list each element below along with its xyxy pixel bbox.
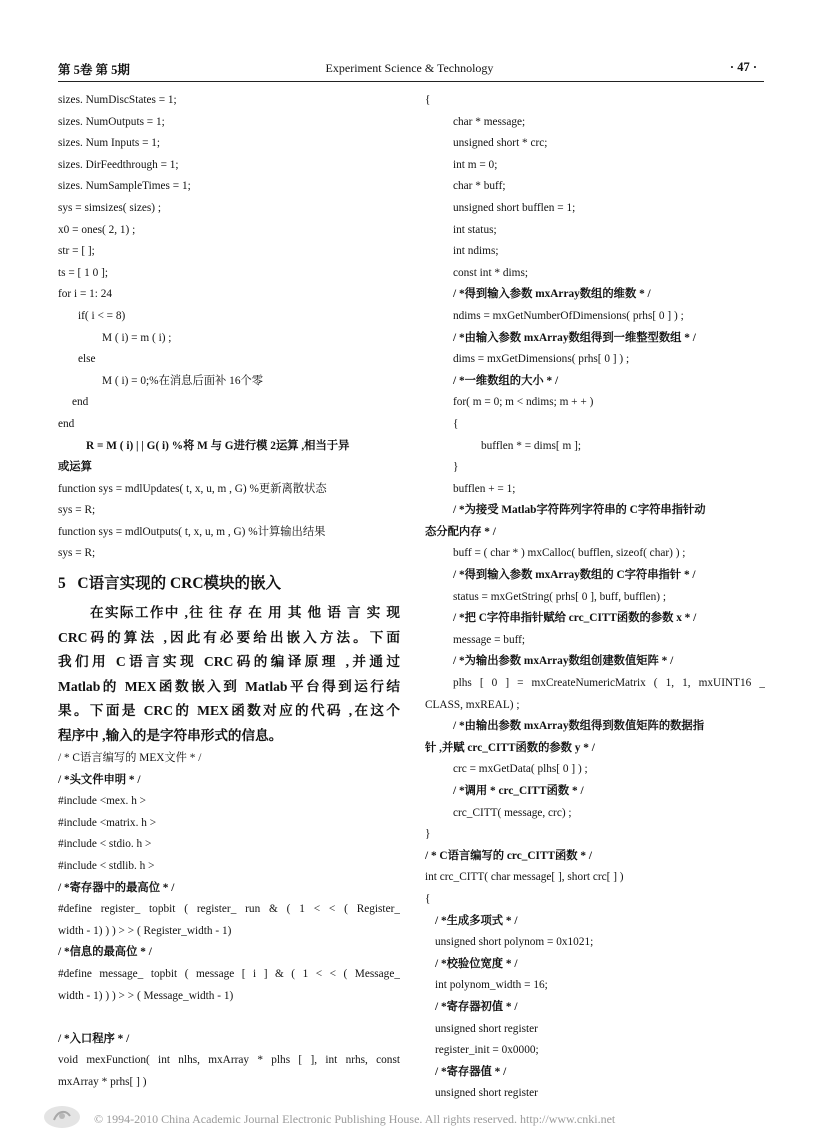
code-line: sys = R; <box>58 547 96 560</box>
code-line: bufflen * = dims[ m ]; <box>481 439 581 452</box>
right-column <box>425 90 765 1105</box>
code-line: / *为输出参数 mxArray数组创建数值矩阵 * / <box>453 655 674 668</box>
code-line: CLASS, mxREAL) ; <box>425 698 520 711</box>
code-line: M ( i) = m ( i) ; <box>102 331 172 344</box>
code-line: #include <mex. h > <box>58 795 147 808</box>
code-line: for i = 1: 24 <box>58 288 113 301</box>
code-line: end <box>58 417 75 430</box>
code-line: end <box>72 396 89 409</box>
code-line: #define register_ topbit ( register_ run & ( 1 < < ( Register_ <box>58 903 400 916</box>
code-line: / *由输出参数 mxArray数组得到数值矩阵的数据指 <box>453 720 705 733</box>
code-line: / *寄存器中的最高位 * / <box>58 881 175 894</box>
code-line: x0 = ones( 2, 1) ; <box>58 223 136 236</box>
code-line: const int * dims; <box>453 266 529 279</box>
cnki-logo-icon <box>42 1104 82 1130</box>
paragraph-line: 在实际工作中 ,往 往 存 在 用 其 他 语 言 实 现 <box>90 605 400 621</box>
paragraph-line: 果。下面是 CRC的 MEX函数对应的代码 ,在这个 <box>58 703 400 719</box>
code-line: unsigned short bufflen = 1; <box>453 201 576 214</box>
code-line: unsigned short * crc; <box>453 137 548 150</box>
code-line: { <box>425 94 431 106</box>
body-paragraph <box>58 601 400 748</box>
code-line: #include < stdlib. h > <box>58 860 155 873</box>
code-line: / *校验位宽度 * / <box>435 957 518 970</box>
code-line: char * message; <box>453 115 526 128</box>
code-line: if( i < = 8) <box>78 309 126 322</box>
code-line: / *调用 * crc_CITT函数 * / <box>453 785 584 797</box>
code-line: for( m = 0; m < ndims; m + + ) <box>453 396 594 409</box>
code-line: status = mxGetString( prhs[ 0 ], buff, bufflen) ; <box>453 590 667 603</box>
code-line: function sys = mdlUpdates( t, x, u, m , G) %更新离散状态 <box>58 482 327 495</box>
code-line: sys = simsizes( sizes) ; <box>58 201 162 214</box>
code-line: width - 1) ) ) > > ( Message_width - 1) <box>58 989 234 1002</box>
code-line: { <box>453 417 459 430</box>
paragraph-line: 我们用 C语言实现 CRC码的编译原理 ,并通过 <box>58 654 400 670</box>
code-line: / *得到输入参数 mxArray数组的维数 * / <box>453 288 651 301</box>
code-line: sizes. DirFeedthrough = 1; <box>58 158 179 171</box>
code-line: / * C语言编写的 crc_CITT函数 * / <box>425 849 593 862</box>
code-line: / *寄存器值 * / <box>435 1065 507 1078</box>
code-line: sizes. Num Inputs = 1; <box>58 137 161 150</box>
journal-issue: 第 5卷 第 5期 <box>58 63 130 77</box>
code-line: { <box>425 892 431 905</box>
code-line: bufflen + = 1; <box>453 482 516 495</box>
code-line: crc = mxGetData( plhs[ 0 ] ) ; <box>453 763 588 776</box>
code-line: int crc_CITT( char message[ ], short crc[ ] ) <box>425 871 624 884</box>
code-line: / *一维数组的大小 * / <box>453 374 559 387</box>
code-line: sizes. NumDiscStates = 1; <box>58 94 177 106</box>
code-line: sizes. NumSampleTimes = 1; <box>58 180 191 193</box>
paragraph-line: 程序中 ,输入的是字符串形式的信息。 <box>58 727 283 743</box>
code-line: buff = ( char * ) mxCalloc( bufflen, sizeof( char) ) ; <box>453 547 686 560</box>
code-line: void mexFunction( int nlhs, mxArray * plhs [ ], int nrhs, const <box>58 1054 400 1067</box>
code-line: R = M ( i) | | G( i) %将 M 与 G进行模 2运算 ,相当于异 <box>86 439 350 452</box>
paragraph-line: Matlab的 MEX函数嵌入到 Matlab平台得到运行结 <box>58 678 400 694</box>
left-column <box>58 90 400 1094</box>
code-line: int m = 0; <box>453 158 498 171</box>
section-title: C语言实现的 CRC模块的嵌入 <box>77 575 282 593</box>
code-line: int polynom_width = 16; <box>435 979 548 992</box>
paragraph-line: CRC码的算法 ,因此有必要给出嵌入方法。下面 <box>58 629 400 645</box>
code-line: / *头文件申明 * / <box>58 773 141 786</box>
code-line: unsigned short polynom = 0x1021; <box>435 936 594 949</box>
code-line: M ( i) = 0;%在消息后面补 16个零 <box>102 374 264 387</box>
code-line: crc_CITT( message, crc) ; <box>453 806 572 819</box>
code-line: sys = R; <box>58 504 96 517</box>
code-line: mxArray * prhs[ ] ) <box>58 1075 147 1088</box>
page-number: · 47 · <box>729 60 757 74</box>
code-line: dims = mxGetDimensions( prhs[ 0 ] ) ; <box>453 353 630 366</box>
code-line: int status; <box>453 223 497 236</box>
code-line: / *寄存器初值 * / <box>435 1000 518 1013</box>
code-line: int ndims; <box>453 245 499 258</box>
code-line: sizes. NumOutputs = 1; <box>58 115 165 128</box>
code-line: / *把 C字符串指针赋给 crc_CITT函数的参数 x * / <box>453 612 697 625</box>
code-line: width - 1) ) ) > > ( Register_width - 1) <box>58 924 232 937</box>
code-line: / *生成多项式 * / <box>435 914 518 927</box>
code-line: } <box>453 461 459 474</box>
code-line: message = buff; <box>453 633 526 646</box>
blank-line <box>58 1007 400 1029</box>
code-line: ndims = mxGetNumberOfDimensions( prhs[ 0 ] ) ; <box>453 309 684 322</box>
code-line: #include < stdio. h > <box>58 838 152 851</box>
code-line: / *入口程序 * / <box>58 1032 130 1045</box>
code-line: } <box>425 828 431 841</box>
code-line: #define message_ topbit ( message [ i ] & ( 1 < < ( Message_ <box>58 968 400 980</box>
code-line: / * C语言编写的 MEX文件 * / <box>58 752 202 765</box>
code-line: 或运算 <box>58 461 92 474</box>
code-line: #include <matrix. h > <box>58 816 157 829</box>
header-rule <box>58 81 764 82</box>
left-code-top <box>58 90 400 565</box>
code-line: else <box>78 353 96 366</box>
section-heading <box>58 567 400 601</box>
code-line: str = [ ]; <box>58 245 95 258</box>
journal-name: Experiment Science & Technology <box>325 61 494 75</box>
code-line: char * buff; <box>453 180 506 193</box>
code-line: 针 ,并赋 crc_CITT函数的参数 y * / <box>425 741 595 754</box>
left-code-bottom <box>58 748 400 1094</box>
code-line: unsigned short register <box>435 1022 538 1035</box>
right-code <box>425 90 765 1105</box>
code-line: unsigned short register <box>435 1087 538 1100</box>
code-line: ts = [ 1 0 ]; <box>58 266 108 279</box>
code-line: / *由输入参数 mxArray数组得到一维整型数组 * / <box>453 331 696 344</box>
code-line: function sys = mdlOutputs( t, x, u, m , G) %计算输出结果 <box>58 525 326 538</box>
code-line: / *为接受 Matlab字符阵列字符串的 C字符串指针动 <box>453 504 706 517</box>
code-line: plhs [ 0 ] = mxCreateNumericMatrix ( 1, 1, mxUINT16 _ <box>453 677 765 690</box>
section-number: 5 <box>58 575 66 593</box>
code-line: / *信息的最高位 * / <box>58 946 152 959</box>
code-line: / *得到输入参数 mxArray数组的 C字符串指针 * / <box>453 569 696 582</box>
copyright-footer: © 1994-2010 China Academic Journal Electronic Publishing House. All rights reserved. http://www.cnki.net <box>94 1112 616 1126</box>
code-line: 态分配内存 * / <box>425 525 496 538</box>
code-line: register_init = 0x0000; <box>435 1044 539 1057</box>
